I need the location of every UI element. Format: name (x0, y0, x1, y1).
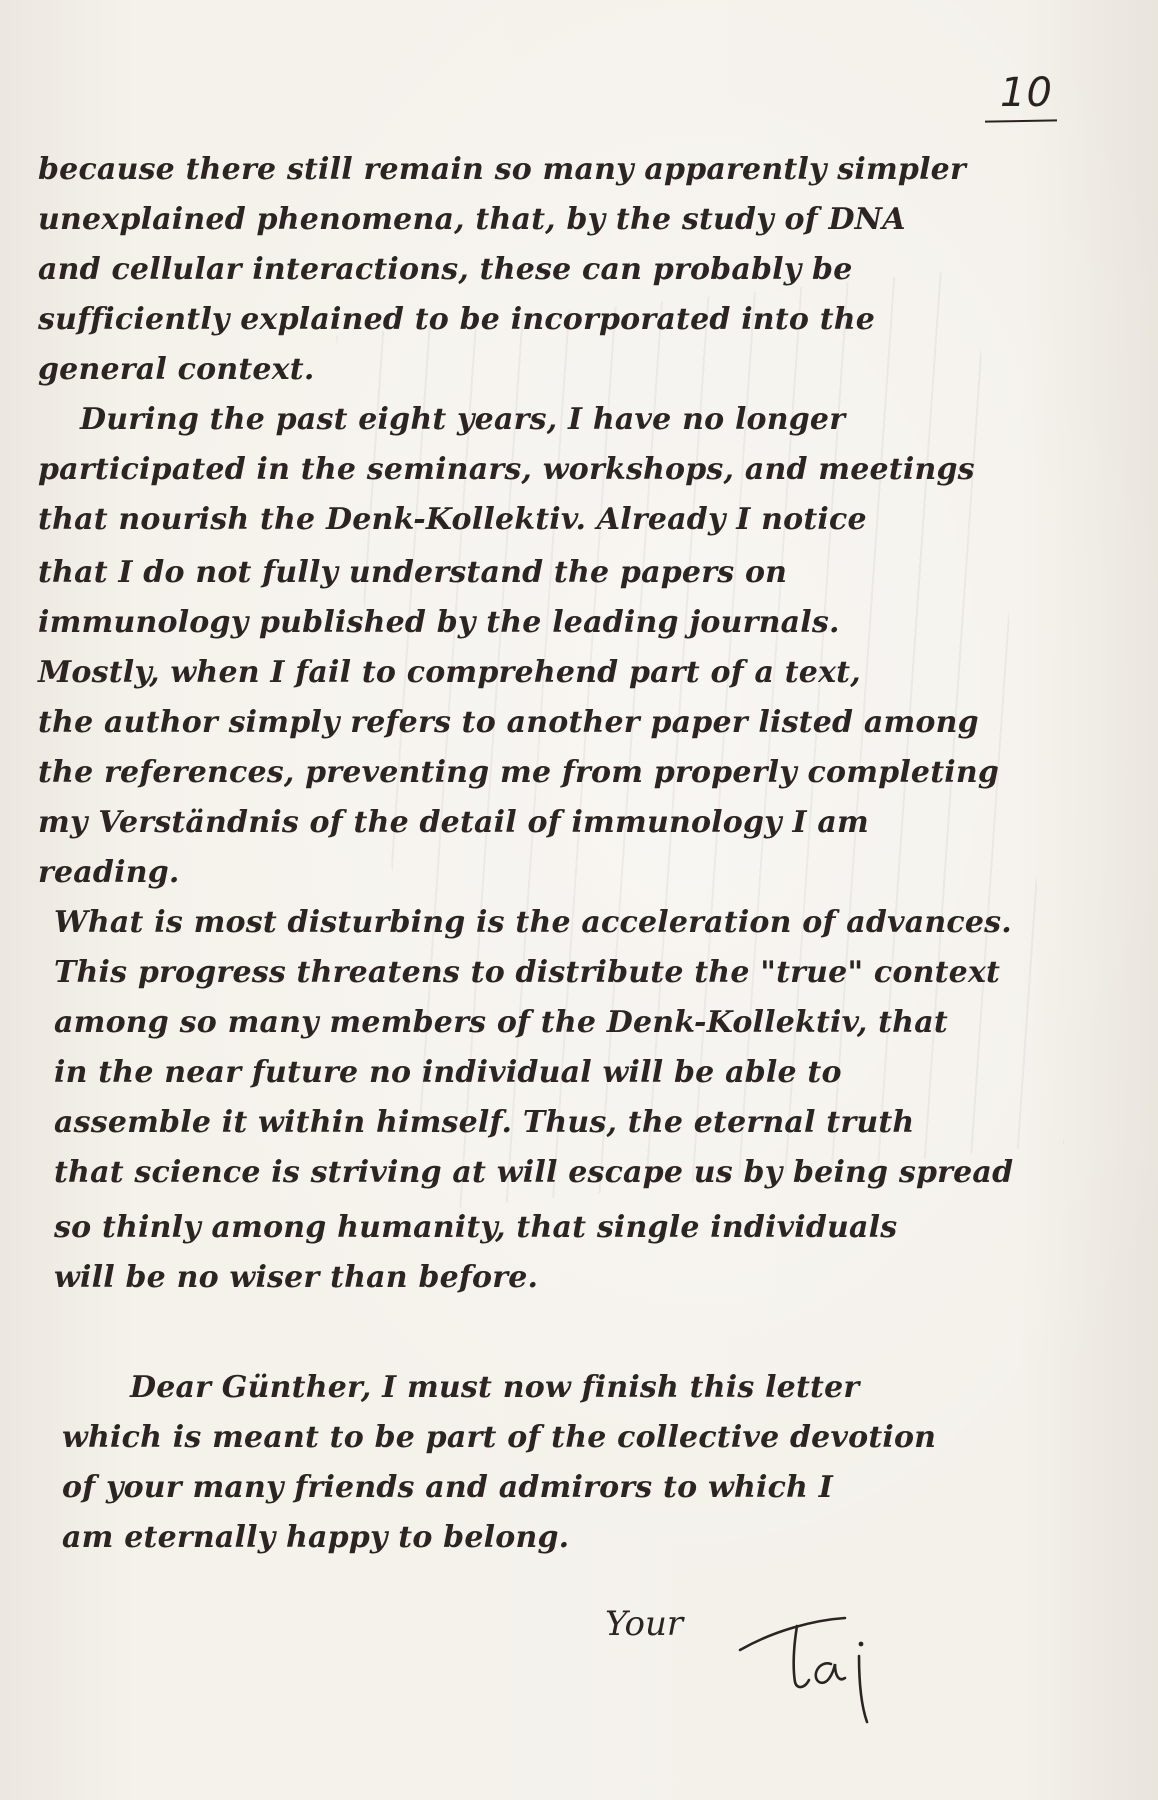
letter-line: immunology published by the leading journals. (38, 605, 840, 640)
letter-line: unexplained phenomena, that, by the study of DNA (38, 202, 906, 237)
letter-line: because there still remain so many apparently simpler (38, 152, 966, 187)
page-number: 10 (1000, 70, 1053, 116)
letter-line: of your many friends and admirors to which I (62, 1470, 833, 1505)
letter-line: Mostly, when I fail to comprehend part of a text, (38, 655, 861, 690)
letter-line: that nourish the Denk-Kollektiv. Already I notice (38, 502, 867, 537)
letter-line: the author simply refers to another paper listed among (38, 705, 979, 740)
letter-line: among so many members of the Denk-Kollektiv, that (54, 1005, 948, 1040)
letter-line: in the near future no individual will be able to (54, 1055, 842, 1090)
letter-line: which is meant to be part of the collective devotion (62, 1420, 937, 1455)
letter-line: so thinly among humanity, that single individuals (54, 1210, 898, 1245)
letter-line: am eternally happy to belong. (62, 1520, 570, 1555)
letter-line: assemble it within himself. Thus, the eternal truth (54, 1105, 915, 1140)
letter-line: participated in the seminars, workshops, and meetings (38, 452, 975, 487)
letter-line: the references, preventing me from properly completing (38, 755, 1000, 790)
letter-line: and cellular interactions, these can probably be (38, 252, 853, 287)
handwritten-signature (735, 1590, 895, 1730)
letter-line: What is most disturbing is the acceleration of advances. (54, 905, 1012, 940)
letter-line: This progress threatens to distribute the "true" context (54, 955, 1001, 990)
letter-line: that I do not fully understand the papers on (38, 555, 788, 590)
letter-line: During the past eight years, I have no longer (80, 402, 846, 437)
letter-line: that science is striving at will escape us by being spread (54, 1155, 1014, 1190)
letter-line: Dear Günther, I must now finish this letter (130, 1370, 860, 1405)
letter-line: sufficiently explained to be incorporated into the (38, 302, 876, 337)
letter-line: will be no wiser than before. (54, 1260, 539, 1295)
letter-line: reading. (38, 855, 180, 890)
letter-line: my Verständnis of the detail of immunology I am (38, 805, 869, 840)
closing: Your (605, 1604, 684, 1644)
letter-line: general context. (38, 352, 315, 387)
